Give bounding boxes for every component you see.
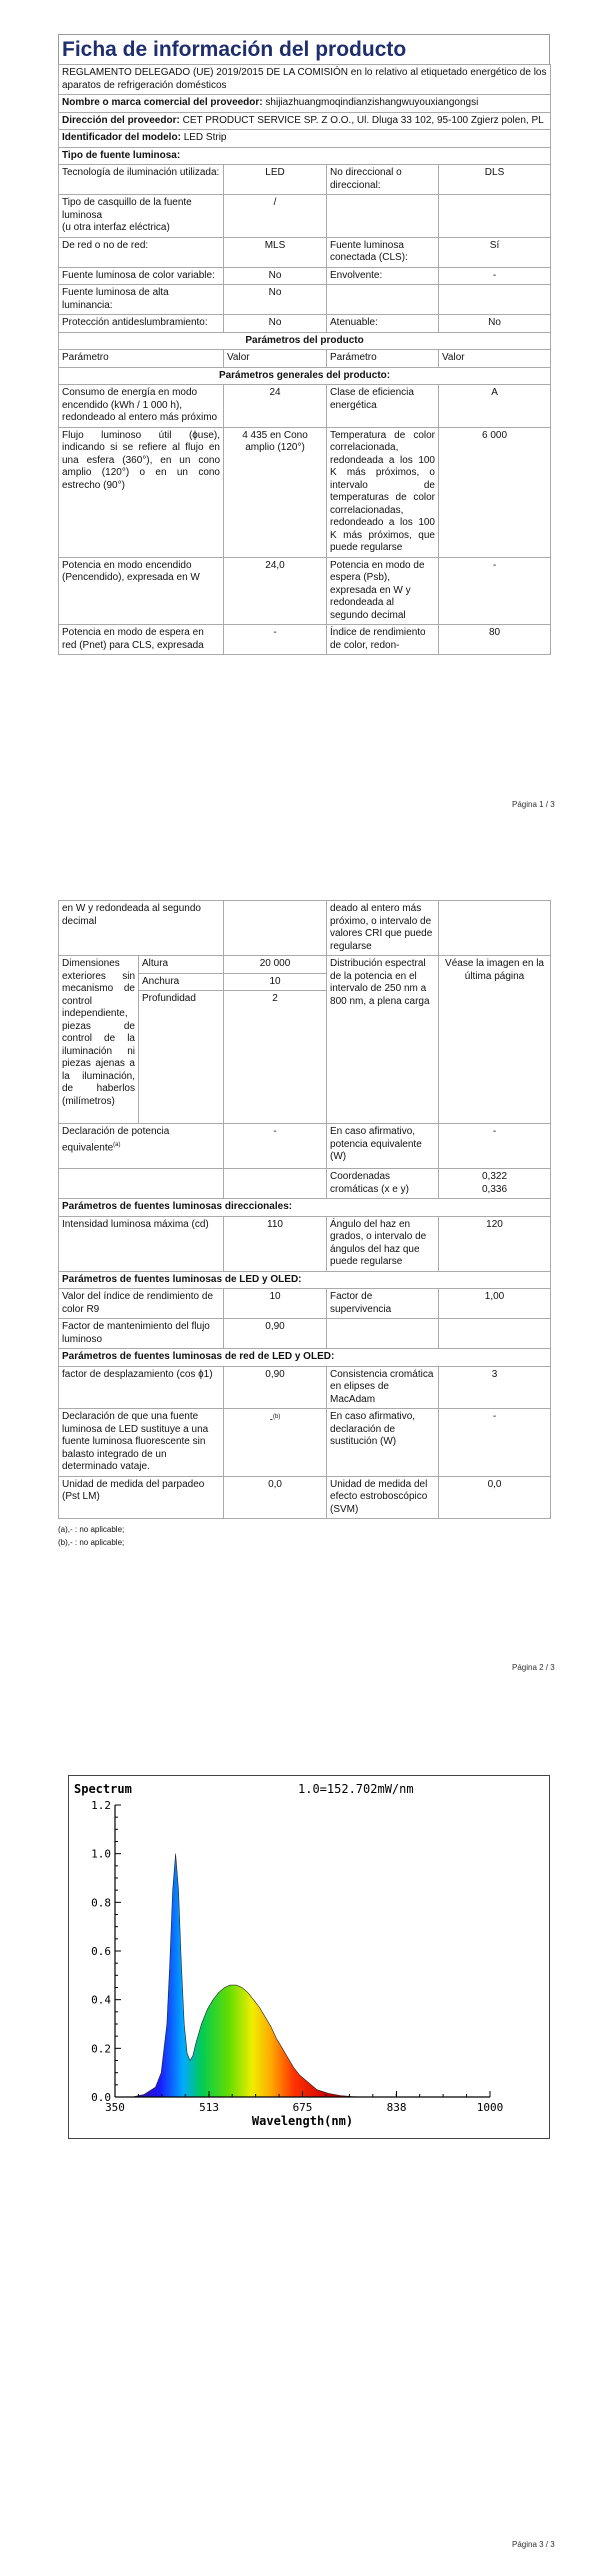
height-label: Altura xyxy=(139,956,224,974)
cap-value: / xyxy=(224,195,327,238)
peak-int-value: 110 xyxy=(224,1216,327,1271)
x-axis-label: Wavelength(nm) xyxy=(251,2114,354,2128)
high-lum-label: Fuente luminosa de alta luminancia: xyxy=(59,285,224,315)
cct-value: 6 000 xyxy=(439,427,551,557)
product-params-heading: Parámetros del producto xyxy=(59,332,551,350)
page-number: Página 3 / 3 xyxy=(512,2540,555,2549)
supplier-name-label: Nombre o marca comercial del proveedor: xyxy=(62,97,263,108)
equiv-power-decl-sup: (a) xyxy=(113,1141,121,1148)
dims-label: Dimensiones exteriores sin mecanismo de control independiente, piezas de control de la iluminación ni piezas ajenas a la iluminación, de haberlos (milímetros) xyxy=(59,956,139,1124)
r9-value: 10 xyxy=(224,1289,327,1319)
cap-label: Tipo de casquillo de la fuente luminosa xyxy=(62,197,192,221)
glare-label: Protección antideslumbramiento: xyxy=(59,315,224,333)
flux-value: 4 435 en Cono amplio (120°) xyxy=(224,427,327,557)
cct-label: Temperatura de color correlacionada, redondeada a los 100 K más próximos, o intervalo de temperaturas de color correlacionadas, redondeado a los 100 K más próximos, que puede regularse xyxy=(327,427,439,557)
energy-class-value: A xyxy=(439,385,551,428)
model-row xyxy=(59,130,551,148)
model-label: Identificador del modelo: xyxy=(62,132,181,143)
survival-value: 1,00 xyxy=(439,1289,551,1319)
page-number: Página 2 / 3 xyxy=(512,1663,555,1672)
strobo-value: 0,0 xyxy=(439,1476,551,1519)
power-on-label: Potencia en modo encendido (Pencendido), expresada en W xyxy=(59,557,224,625)
general-params-heading: Parámetros generales del producto: xyxy=(59,367,551,385)
regulation-text: REGLAMENTO DELEGADO (UE) 2019/2015 DE LA COMISIÓN en lo relativo al etiquetado energético de los aparatos de refrigeración domésticos xyxy=(59,65,551,95)
standby-value: - xyxy=(439,557,551,625)
tech-value: LED xyxy=(224,165,327,195)
empty-cell xyxy=(224,901,327,956)
network-standby-value: - xyxy=(224,625,327,655)
product-sheet-part-1 xyxy=(58,34,550,655)
colour-tunable-label: Fuente luminosa de color variable: xyxy=(59,267,224,285)
y-tick-label: 0.2 xyxy=(91,2042,111,2056)
beam-value: 120 xyxy=(439,1216,551,1271)
led-oled-params-heading: Parámetros de fuentes luminosas de LED y OLED: xyxy=(59,1271,551,1289)
displacement-label: factor de desplazamiento (cos ɸ1) xyxy=(59,1366,224,1409)
chroma-label: Coordenadas cromáticas (x e y) xyxy=(327,1169,439,1199)
directional-value: DLS xyxy=(439,165,551,195)
flicker-label: Unidad de medida del parpadeo (Pst LM) xyxy=(59,1476,224,1519)
cap-cell xyxy=(59,195,224,238)
cap-sub: (u otra interfaz eléctrica) xyxy=(62,222,170,233)
replace-cell xyxy=(224,1409,327,1477)
spectrum-chart xyxy=(68,1775,550,2139)
macadam-value: 3 xyxy=(439,1366,551,1409)
replace-sup: (b) xyxy=(273,1414,281,1420)
chroma-values xyxy=(439,1169,551,1199)
empty-cell xyxy=(327,285,439,315)
standby-label: Potencia en modo de espera (Psb), expresada en W y redondeada al segundo decimal xyxy=(327,557,439,625)
product-sheet-part-2 xyxy=(58,900,550,1549)
mains-label: De red o no de red: xyxy=(59,237,224,267)
high-lum-value: No xyxy=(224,285,327,315)
flicker-value: 0,0 xyxy=(224,1476,327,1519)
info-table-1 xyxy=(58,64,551,655)
maint-label: Factor de mantenimiento del flujo luminoso xyxy=(59,1319,224,1349)
dimmable-value: No xyxy=(439,315,551,333)
beam-label: Ángulo del haz en grados, o intervalo de ángulos del haz que puede regularse xyxy=(327,1216,439,1271)
y-tick-label: 0.0 xyxy=(91,2091,111,2104)
x-tick-label: 675 xyxy=(292,2101,313,2114)
empty-cell xyxy=(327,1319,439,1349)
footnote-b: (b),- : no aplicable; xyxy=(58,1538,125,1547)
network-standby-label-cont: en W y redondeada al segundo decimal xyxy=(59,901,224,956)
height-value: 20 000 xyxy=(224,956,327,974)
cri-label: Índice de rendimiento de color, redon- xyxy=(327,625,439,655)
page-1 xyxy=(0,0,603,810)
equiv-power-decl-value: - xyxy=(224,1124,327,1169)
connected-label: Fuente luminosa conectada (CLS): xyxy=(327,237,439,267)
col-value-header: Valor xyxy=(224,350,327,368)
x-tick-label: 513 xyxy=(199,2101,219,2114)
directional-label: No direccional o direccional: xyxy=(327,165,439,195)
cri-value: 80 xyxy=(439,625,551,655)
replace-w-label: En caso afirmativo, declaración de sustitución (W) xyxy=(327,1409,439,1477)
supplier-address-row xyxy=(59,112,551,130)
maint-value: 0,90 xyxy=(224,1319,327,1349)
info-table-2 xyxy=(58,900,551,1519)
chart-title: Spectrum xyxy=(74,1782,132,1796)
page-number: Página 1 / 3 xyxy=(512,800,555,809)
empty-cell xyxy=(439,901,551,956)
tech-label: Tecnología de iluminación utilizada: xyxy=(59,165,224,195)
supplier-address-value: CET PRODUCT SERVICE SP. Z O.O., Ul. Dluga 33 102, 95-100 Zgierz polen, PL xyxy=(182,114,544,126)
r9-label: Valor del índice de rendimiento de color R9 xyxy=(59,1289,224,1319)
energy-on-value: 24 xyxy=(224,385,327,428)
depth-label: Profundidad xyxy=(139,991,224,1124)
empty-cell xyxy=(439,195,551,238)
empty-cell xyxy=(224,1169,327,1199)
chart-annotation: 1.0=152.702mW/nm xyxy=(298,1782,414,1796)
spd-value: Véase la imagen en la última página xyxy=(439,956,551,1124)
peak-int-label: Intensidad luminosa máxima (cd) xyxy=(59,1216,224,1271)
network-standby-label: Potencia en modo de espera en red (Pnet) para CLS, expresada xyxy=(59,625,224,655)
footnote-a: (a),- : no aplicable; xyxy=(58,1525,125,1534)
footnotes xyxy=(58,1523,550,1549)
y-tick-label: 1.2 xyxy=(91,1799,111,1812)
replace-w-value: - xyxy=(439,1409,551,1477)
equiv-power-decl-label: Declaración de potencia equivalente xyxy=(62,1126,170,1153)
envelope-label: Envolvente: xyxy=(327,267,439,285)
model-value: LED Strip xyxy=(183,132,227,143)
y-tick-label: 0.4 xyxy=(91,1993,111,2007)
y-tick-label: 0.6 xyxy=(91,1945,111,1958)
supplier-address-label: Dirección del proveedor: xyxy=(62,114,180,126)
empty-cell xyxy=(59,1169,224,1199)
energy-on-label: Consumo de energía en modo encendido (kWh / 1 000 h), redondeado al entero más próximo xyxy=(59,385,224,428)
glare-value: No xyxy=(224,315,327,333)
energy-class-label: Clase de eficiencia energética xyxy=(327,385,439,428)
supplier-name-row xyxy=(59,95,551,113)
col-value-header: Valor xyxy=(439,350,551,368)
x-tick-label: 838 xyxy=(386,2101,407,2114)
page-2 xyxy=(0,870,603,1675)
dimmable-label: Atenuable: xyxy=(327,315,439,333)
width-value: 10 xyxy=(224,973,327,991)
depth-value: 2 xyxy=(224,991,327,1124)
x-tick-label: 1000 xyxy=(476,2101,504,2114)
y-tick-label: 0.8 xyxy=(91,1896,111,1910)
strobo-label: Unidad de medida del efecto estroboscópico (SVM) xyxy=(327,1476,439,1519)
flux-label: Flujo luminoso útil (ɸuse), indicando si se refiere al flujo en una esfera (360°), en un cono amplio (120°) o en un cono estrecho (90°) xyxy=(59,427,224,557)
col-param-header: Parámetro xyxy=(327,350,439,368)
equiv-power-value: - xyxy=(439,1124,551,1169)
light-source-type-heading: Tipo de fuente luminosa: xyxy=(59,147,551,165)
width-label: Anchura xyxy=(139,973,224,991)
equiv-power-label: En caso afirmativo, potencia equivalente (W) xyxy=(327,1124,439,1169)
connected-value: Sí xyxy=(439,237,551,267)
power-on-value: 24,0 xyxy=(224,557,327,625)
x-tick-label: 350 xyxy=(105,2101,125,2114)
mains-led-params-heading: Parámetros de fuentes luminosas de red de LED y OLED: xyxy=(59,1349,551,1367)
dir-params-heading: Parámetros de fuentes luminosas direccionales: xyxy=(59,1199,551,1217)
empty-cell xyxy=(439,285,551,315)
page-title: Ficha de información del producto xyxy=(58,34,550,64)
survival-label: Factor de supervivencia xyxy=(327,1289,439,1319)
empty-cell xyxy=(327,195,439,238)
chroma-y: 0,336 xyxy=(482,1183,508,1195)
replace-label: Declaración de que una fuente luminosa de LED sustituye a una fuente luminosa fluorescente sin balasto integrado de un determinado vataje. xyxy=(59,1409,224,1477)
chroma-x: 0,322 xyxy=(482,1171,508,1182)
y-tick-label: 1.0 xyxy=(91,1847,111,1861)
colour-tunable-value: No xyxy=(224,267,327,285)
replace-value: - xyxy=(269,1414,274,1426)
spd-label: Distribución espectral de la potencia en el intervalo de 250 nm a 800 nm, a plena carga xyxy=(327,956,439,1124)
macadam-label: Consistencia cromática en elipses de MacAdam xyxy=(327,1366,439,1409)
spectrum-svg xyxy=(68,1775,550,2139)
mains-value: MLS xyxy=(224,237,327,267)
equiv-power-decl-cell xyxy=(59,1124,224,1169)
empty-cell xyxy=(439,1319,551,1349)
displacement-value: 0,90 xyxy=(224,1366,327,1409)
col-param-header: Parámetro xyxy=(59,350,224,368)
cri-label-cont: deado al entero más próximo, o intervalo de valores CRI que puede regularse xyxy=(327,901,439,956)
envelope-value: - xyxy=(439,267,551,285)
supplier-name-value: shijiazhuangmoqindianzishangwuyouxiangongsi xyxy=(265,97,479,108)
